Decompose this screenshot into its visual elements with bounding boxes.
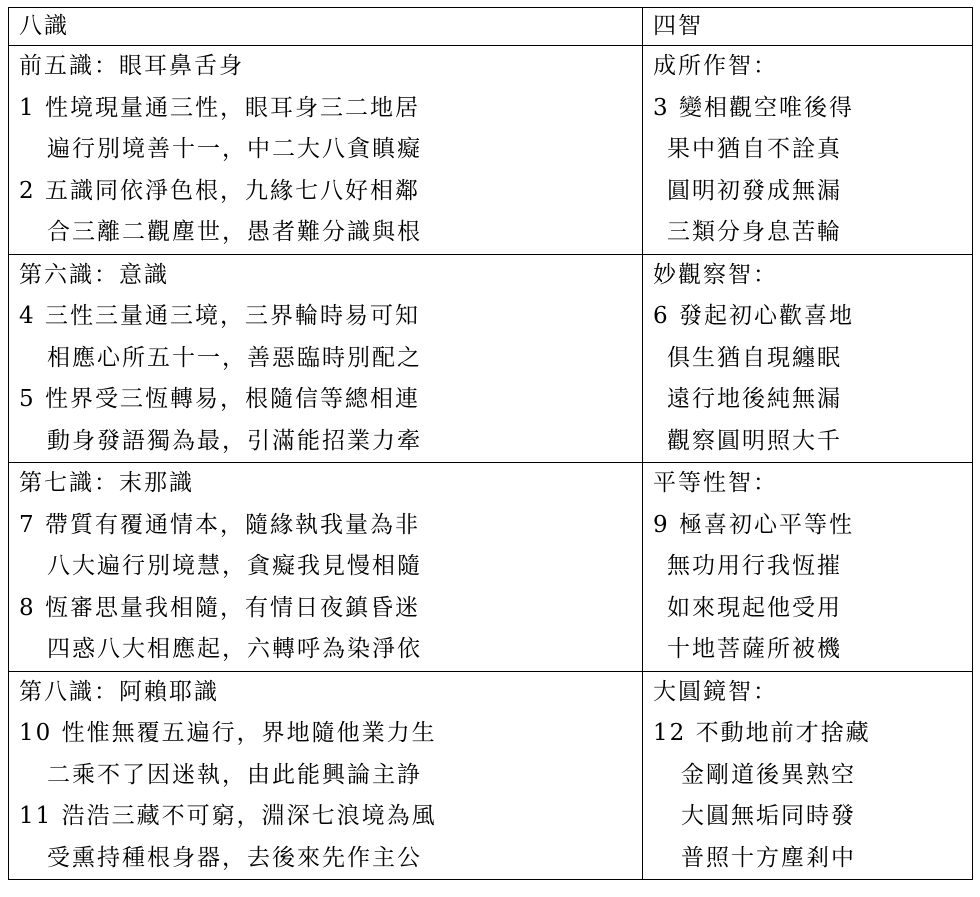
- verse-line: 俱生猶自現纏眠: [667, 344, 842, 371]
- consciousness-cell: [9, 254, 643, 463]
- verse-line: 9 極喜初心平等性: [653, 511, 854, 538]
- consciousness-cell: [9, 671, 643, 880]
- section-title: 大圓鏡智：: [653, 678, 778, 705]
- verse-line: 12 不動地前才捨藏: [653, 720, 871, 746]
- header-cell-right: [643, 8, 973, 46]
- consciousness-cell: [9, 463, 643, 672]
- verse-line: 金剛道後異熟空: [681, 761, 856, 788]
- verse-line: 合三離二觀塵世，愚者難分識與根: [47, 219, 422, 245]
- verse-line: 7 帶質有覆通情本，隨緣執我量為非: [19, 511, 420, 538]
- verse-line: 受熏持種根身器，去後來先作主公: [47, 844, 422, 871]
- section-title: 第六識：意識: [19, 261, 169, 288]
- header-cell-left: [9, 8, 643, 46]
- verse-line: 遍行別境善十一，中二大八貪瞋癡: [47, 136, 422, 162]
- consciousness-cell: [9, 46, 643, 255]
- verse-line: 圓明初發成無漏: [667, 177, 842, 204]
- section-row-3: [9, 463, 973, 672]
- verse-line: 普照十方塵剎中: [681, 844, 856, 871]
- verse-line: 無功用行我恆摧: [667, 553, 842, 579]
- wisdom-cell: [643, 46, 973, 255]
- wisdom-cell: [643, 463, 973, 672]
- verse-line: 動身發語獨為最，引滿能招業力牽: [47, 427, 422, 454]
- section-row-4: [9, 671, 973, 880]
- verse-line: 5 性界受三恆轉易，根隨信等總相連: [19, 386, 420, 412]
- verse-line: 果中猶自不詮真: [667, 136, 842, 162]
- verse-line: 如來現起他受用: [667, 594, 842, 621]
- verse-line: 2 五識同依淨色根，九緣七八好相鄰: [19, 177, 420, 204]
- section-title: 妙觀察智：: [653, 261, 778, 288]
- verse-line: 十地菩薩所被機: [667, 636, 842, 662]
- section-row-1: [9, 46, 973, 255]
- wisdom-cell: [643, 254, 973, 463]
- verse-line: 三類分身息苦輪: [667, 219, 842, 245]
- verse-line: 3 變相觀空唯後得: [653, 94, 854, 121]
- verse-line: 8 恆審思量我相隨，有情日夜鎮昏迷: [19, 594, 420, 621]
- verse-line: 四惑八大相應起，六轉呼為染淨依: [47, 636, 422, 662]
- section-title: 前五識：眼耳鼻舌身: [19, 53, 244, 79]
- verse-line: 八大遍行別境慧，貪癡我見慢相隨: [47, 553, 422, 579]
- wisdom-cell: [643, 671, 973, 880]
- verse-line: 大圓無垢同時發: [681, 803, 856, 829]
- verse-line: 遠行地後純無漏: [667, 386, 842, 412]
- section-title: 平等性智：: [653, 470, 778, 496]
- verse-line: 相應心所五十一，善惡臨時別配之: [47, 344, 422, 371]
- section-title: 成所作智：: [653, 53, 778, 79]
- header-right: 四智: [653, 13, 703, 39]
- eight-consciousness-table: [8, 7, 973, 880]
- verse-line: 二乘不了因迷執，由此能興論主諍: [47, 761, 422, 788]
- verse-line: 1 性境現量通三性，眼耳身三二地居: [19, 94, 420, 121]
- verse-line: 4 三性三量通三境，三界輪時易可知: [19, 303, 420, 329]
- verse-line: 11 浩浩三藏不可窮，淵深七浪境為風: [19, 803, 437, 829]
- section-title: 第八識：阿賴耶識: [19, 678, 219, 705]
- verse-line: 10 性惟無覆五遍行，界地隨他業力生: [19, 720, 437, 746]
- section-title: 第七識：末那識: [19, 470, 194, 496]
- verse-line: 6 發起初心歡喜地: [653, 303, 854, 329]
- header-left: 八識: [19, 13, 69, 39]
- header-row: [9, 8, 973, 46]
- section-row-2: [9, 254, 973, 463]
- verse-line: 觀察圓明照大千: [667, 427, 842, 454]
